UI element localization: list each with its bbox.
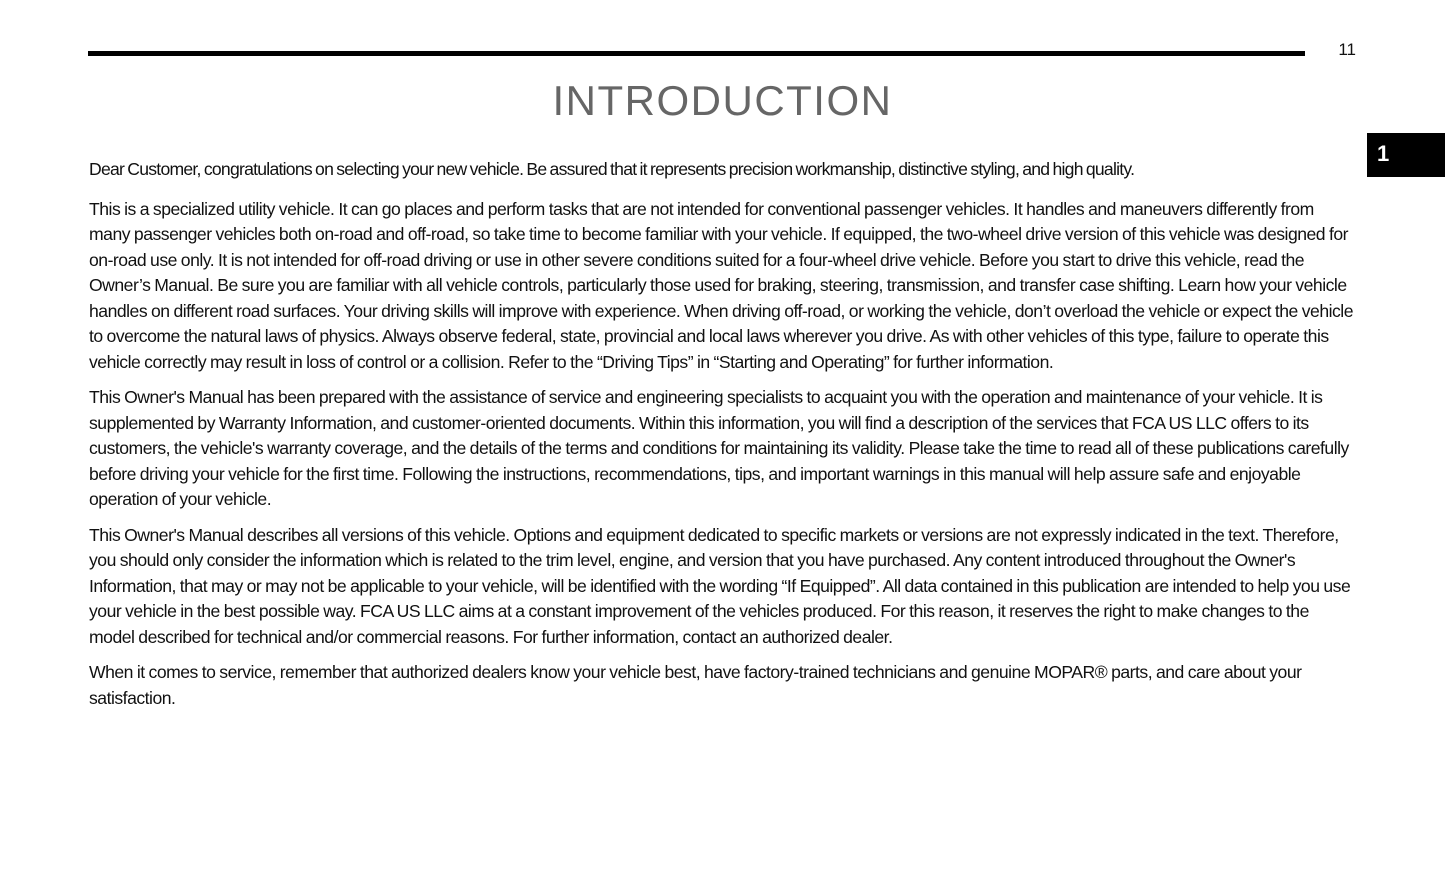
page-number: 11 [1338,40,1356,59]
paragraph-versions: This Owner's Manual describes all versions of this vehicle. Options and equipment dedicated to specific markets or versions are not expressly indicated in the text. Therefore, you should only consider the information which is related to the trim level, engine, and version that you have purchased. Any content introduced throughout the Owner's Information, that may or may not be applicable to your vehicle, will be identified with the wording “If Equipped”. All data contained in this publication are intended to help you use your vehicle in the best possible way. FCA US LLC aims at a constant improvement of the vehicles produced. For this reason, it reserves the right to make changes to the model described for technical and/or commercial reasons. For further information, contact an authorized dealer. [89,524,1351,647]
paragraph-service: When it comes to service, remember that authorized dealers know your vehicle best, have factory-trained technicians and genuine MOPAR® parts, and care about your satisfaction. [89,662,1302,708]
page-title: INTRODUCTION [552,77,893,124]
paragraph-utility-vehicle: This is a specialized utility vehicle. It can go places and perform tasks that are not intended for conventional passenger vehicles. It handles and maneuvers differently from many passenger vehicles both on-road and off-road, so take time to become familiar with your vehicle. If equipped, the two-wheel drive version of this vehicle was designed for on-road use only. It is not intended for off-road driving or use in other severe conditions suited for a four-wheel drive vehicle. Before you start to drive this vehicle, read the Owner’s Manual. Be sure you are familiar with all vehicle controls, particularly those used for braking, steering, transmission, and transfer case shifting. Learn how your vehicle handles on different road surfaces. Your driving skills will improve with experience. When driving off-road, or working the vehicle, don’t overload the vehicle or expect the vehicle to overcome the natural laws of physics. Always observe federal, state, provincial and local laws wherever you drive. As with other vehicles of this type, failure to operate this vehicle correctly may result in loss of control or a collision. Refer to the “Driving Tips” in “Starting and Operating” for further information. [89,198,1354,372]
chapter-tab[interactable]: 1 [1367,133,1445,177]
body-text [89,157,1357,721]
paragraph-owners-manual: This Owner's Manual has been prepared with the assistance of service and engineering specialists to acquaint you with the operation and maintenance of your vehicle. It is supplemented by Warranty Information, and customer-oriented documents. Within this information, you will find a description of the services that FCA US LLC offers to its customers, the vehicle's warranty coverage, and the details of the terms and conditions for maintaining its validity. Please take the time to read all of these publications carefully before driving your vehicle for the first time. Following the instructions, recommendations, tips, and important warnings in this manual will help assure safe and enjoyable operation of your vehicle. [89,387,1349,509]
header-rule [88,51,1305,56]
paragraph-greeting: Dear Customer, congratulations on selecting your new vehicle. Be assured that it represents precision workmanship, distinctive styling, and high quality. [89,159,1135,179]
